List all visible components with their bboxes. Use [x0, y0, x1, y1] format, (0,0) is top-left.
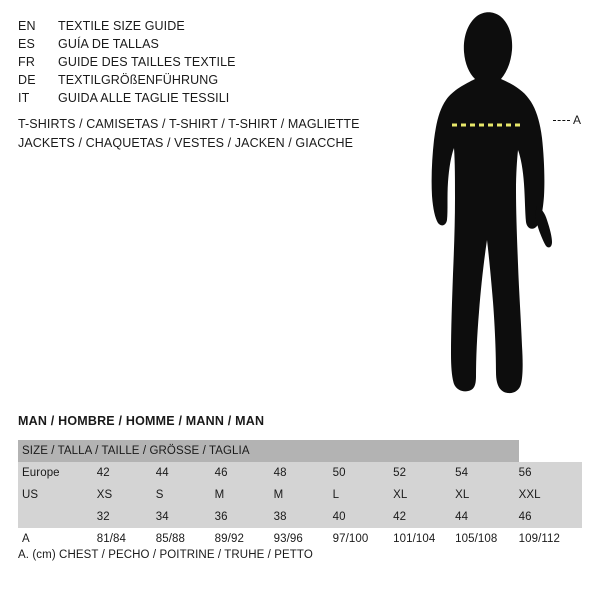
language-code: ES [18, 37, 36, 51]
table-row [18, 506, 582, 528]
language-code: EN [18, 19, 36, 33]
table-header-row [18, 440, 582, 462]
measure-marker-a: A [573, 113, 582, 127]
table-header-label: SIZE / TALLA / TAILLE / GRÖSSE / TAGLIA [18, 440, 519, 462]
language-code: IT [18, 91, 30, 105]
language-title: TEXTILGRÖßENFÜHRUNG [58, 73, 219, 87]
row-label: Europe [18, 462, 97, 484]
language-title: GUIDE DES TAILLES TEXTILE [58, 55, 236, 69]
cell: XL [393, 484, 455, 506]
cell: XXL [519, 484, 582, 506]
cell: S [156, 484, 215, 506]
cell: 46 [215, 462, 274, 484]
cell: XL [455, 484, 519, 506]
language-row [18, 18, 398, 35]
measure-leader-line [553, 120, 570, 122]
language-title: GUIDA ALLE TAGLIE TESSILI [58, 91, 230, 105]
row-label [18, 506, 97, 528]
language-row [18, 54, 398, 71]
cell: M [215, 484, 274, 506]
size-table [18, 440, 582, 550]
cell: 44 [455, 506, 519, 528]
table-footnote: A. (cm) CHEST / PECHO / POITRINE / TRUHE / PETTO [18, 549, 313, 561]
table-row [18, 528, 582, 550]
cell: L [333, 484, 393, 506]
cell: 97/100 [333, 528, 393, 550]
language-title-list [18, 18, 398, 108]
male-silhouette-illustration [405, 10, 595, 410]
cell: 42 [393, 506, 455, 528]
cell: 34 [156, 506, 215, 528]
cell: 89/92 [215, 528, 274, 550]
cell: 85/88 [156, 528, 215, 550]
garment-line-jackets: JACKETS / CHAQUETAS / VESTES / JACKEN / GIACCHE [18, 136, 354, 150]
garment-category-list [18, 115, 418, 153]
table-row [18, 462, 582, 484]
cell: 81/84 [97, 528, 156, 550]
cell: M [274, 484, 333, 506]
row-label: A [18, 528, 97, 550]
cell: 54 [455, 462, 519, 484]
cell: 48 [274, 462, 333, 484]
cell: 46 [519, 506, 582, 528]
garment-line-tshirts: T-SHIRTS / CAMISETAS / T-SHIRT / T-SHIRT / MAGLIETTE [18, 117, 360, 131]
table-row [18, 484, 582, 506]
row-label: US [18, 484, 97, 506]
cell: 93/96 [274, 528, 333, 550]
language-row [18, 90, 398, 107]
cell: 38 [274, 506, 333, 528]
silhouette-svg [405, 10, 595, 410]
table-caption: MAN / HOMBRE / HOMME / MANN / MAN [18, 414, 265, 428]
language-code: FR [18, 55, 36, 69]
cell: 44 [156, 462, 215, 484]
cell: 40 [333, 506, 393, 528]
language-row [18, 36, 398, 53]
language-title: GUÍA DE TALLAS [58, 37, 159, 51]
cell: 32 [97, 506, 156, 528]
language-title: TEXTILE SIZE GUIDE [58, 19, 185, 33]
cell: XS [97, 484, 156, 506]
cell: 101/104 [393, 528, 455, 550]
cell: 50 [333, 462, 393, 484]
cell: 52 [393, 462, 455, 484]
cell: 36 [215, 506, 274, 528]
cell: 105/108 [455, 528, 519, 550]
language-code: DE [18, 73, 36, 87]
language-row [18, 72, 398, 89]
cell: 109/112 [519, 528, 582, 550]
cell: 42 [97, 462, 156, 484]
cell: 56 [519, 462, 582, 484]
